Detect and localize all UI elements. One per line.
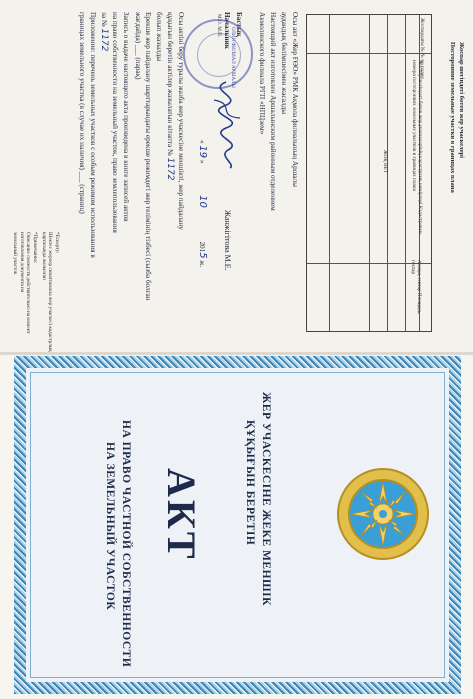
date-month: 10 <box>197 195 208 208</box>
table-value-none: ЖОҚ НЕТ <box>382 150 388 174</box>
signature-icon <box>196 80 266 170</box>
state-emblem-icon <box>335 466 431 562</box>
cover-title-kz-1: ЖЕР УЧАСКЕСІНЕ ЖЕКЕ МЕНШІК <box>260 392 272 606</box>
note-text-ru-2: земельный участок <box>12 232 18 275</box>
reg-line-2: құқығын беретін актілер жазылатын кітапта № 1172 <box>165 12 175 181</box>
reg-number-2: 1172 <box>99 28 109 52</box>
reg-line-3: болып жазылды <box>155 12 163 62</box>
chief-label-ru: Начальник <box>223 12 231 49</box>
table-col-cadastral: Жоспар шегіндегі бөтен жер учаскелерінің кадастрлық нөмірлері Кадастровые номера посторонних земельных участков в границах плана <box>411 60 423 235</box>
body-line-1: Осы акт «Жер ҒӨО» РМК Ақмола филиалының Аршалы <box>291 12 299 187</box>
fold-line <box>0 352 473 355</box>
table-col-number: Жоспардағы № № по плану <box>419 18 425 80</box>
reg-line-9: границах земельного участка (в случае их наличия) ___ (страниц) <box>78 12 86 214</box>
stamp-text: ОЛИН ФИЛИАЛ АРШАЛЫ <box>230 27 235 88</box>
date-day: 19 <box>197 145 208 159</box>
cover-title-ru-1: НА ПРАВО ЧАСТНОЙ СОБСТВЕННОСТИ <box>120 420 132 668</box>
chief-label-kz: Бастық <box>235 12 243 37</box>
note-text-ru: Описание смежеств действительно на момент изготовления документа на <box>19 232 31 334</box>
reg-line-5: Запись о выдаче настоящего акта произведена в книге записей актов <box>122 12 130 222</box>
note-label-kz: *Ескерту: <box>54 232 60 254</box>
note-text-kz: Шектес жерлер сипаттамасы жер учаскесі кадастрлық картасында жазылған <box>41 232 53 352</box>
chief-name: Жанжігітова М.Е. <box>223 210 232 271</box>
reg-line-6: на право собственности на земельный участок, право землепользования <box>111 12 119 233</box>
reg-number: 1172 <box>165 157 175 181</box>
official-stamp <box>183 19 253 89</box>
plots-header-kz: Жоспар шегіндегі бөтен жер учаскелері <box>458 42 465 158</box>
cover-title-act: АКТ <box>159 468 204 562</box>
reg-line-4: Ерекше жер пайдалану шарттарындағы ерекше режимдегі жер телімінің тізбесі (сызба болған жағдайда) ___ (парақ) <box>134 12 152 301</box>
date-year: 5 <box>197 252 208 259</box>
reg-line-8: Приложение: перечень земельных участков с особым режимом использования в <box>89 12 97 258</box>
reg-line-7: за № 1172 <box>99 12 109 52</box>
cover-title-ru-2: НА ЗЕМЕЛЬНЫЙ УЧАСТОК <box>104 442 116 611</box>
plots-header-ru: Посторонние земельные участки в границах плана <box>449 42 456 193</box>
date-line: « 19 » 10 2015 ж. <box>197 140 208 268</box>
body-line-2: аудандық бөлімшесімен жасалды <box>280 12 288 115</box>
table-col-area: Алаңы, гектар Площадь, гектар <box>410 260 422 315</box>
note-label-ru: *Примечание: <box>32 232 38 264</box>
body-line-4: Акмолинского филиала РГП «НПЦзем» <box>258 12 266 135</box>
body-line-3: Настоящий акт изготовлен Аршалынским районным отделением <box>269 12 277 211</box>
cover-title-kz-2: ҚҰҚЫҒЫН БЕРЕТІН <box>244 420 256 546</box>
mp-label: М.О. М.П. <box>216 14 222 38</box>
reg-line-1: Осы актіні беру туралы жазба жер учаскесіне меншікті, жер пайдалану <box>177 12 185 230</box>
